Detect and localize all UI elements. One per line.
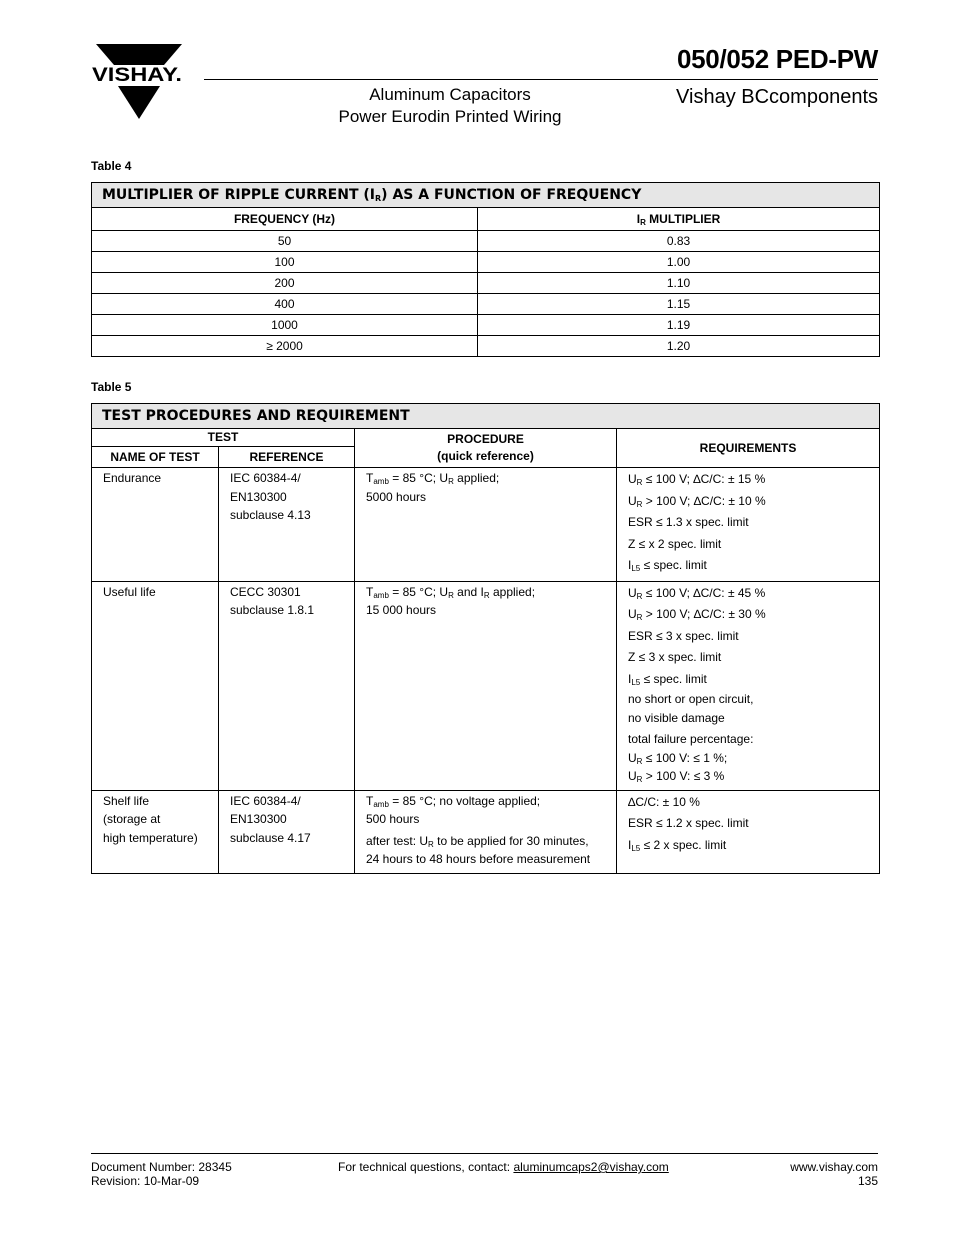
document-number: Document Number: 28345 <box>91 1160 232 1174</box>
table4-label: Table 4 <box>91 159 132 173</box>
footer-contact <box>338 1160 669 1174</box>
document-title: 050/052 PED-PW <box>676 44 878 74</box>
requirements-header: REQUIREMENTS <box>617 429 880 468</box>
website-link[interactable]: www.vishay.com <box>790 1160 878 1174</box>
contact-email-link[interactable]: aluminumcaps2@vishay.com <box>513 1160 669 1174</box>
multiplier-cell: 1.20 <box>478 336 880 357</box>
footer-site-info <box>790 1160 878 1188</box>
multiplier-cell: 1.10 <box>478 273 880 294</box>
svg-text:VISHAY.: VISHAY. <box>92 65 182 86</box>
subtitle-line-2: Power Eurodin Printed Wiring <box>338 107 562 126</box>
product-subtitle <box>290 84 610 128</box>
name-of-test-header: NAME OF TEST <box>92 447 219 468</box>
reference-cell: CECC 30301 subclause 1.8.1 <box>219 581 355 790</box>
reference-cell: IEC 60384-4/ EN130300 subclause 4.13 <box>219 468 355 582</box>
frequency-header: FREQUENCY (Hz) <box>92 208 478 231</box>
multiplier-header: $I_R$ MULTIPLIER <box>478 208 880 231</box>
table-row <box>92 790 880 873</box>
contact-label: For technical questions, contact: <box>338 1160 514 1174</box>
multiplier-cell: 1.00 <box>478 252 880 273</box>
procedure-header: PROCEDURE (quick reference) <box>355 429 617 468</box>
requirements-cell: $U_R \le 100$ V; ∆C/C: ± 45 % $U_R > 100$ V; ∆C/C: ± 30 % ESR ≤ 3 x spec. limit Z ≤ 3 x spec. limit $I_{L5}$ ≤ spec. limit no short or open circuit, no visible damage total failure percentage: $U_R \le 100$ V: ≤ 1 %; $U_R > 100$ V: ≤ 3 % <box>617 581 880 790</box>
subtitle-line-1: Aluminum Capacitors <box>369 85 531 104</box>
table-row <box>92 468 880 582</box>
vishay-logo <box>92 44 184 120</box>
table-row <box>92 252 880 273</box>
multiplier-cell: 1.19 <box>478 315 880 336</box>
table-row <box>92 294 880 315</box>
table-row <box>92 273 880 294</box>
ripple-current-table <box>91 182 880 357</box>
requirements-cell: ∆C/C: ± 10 % ESR ≤ 1.2 x spec. limit $I_{L5} \le 2$ x spec. limit <box>617 790 880 873</box>
reference-cell: IEC 60384-4/ EN130300 subclause 4.17 <box>219 790 355 873</box>
procedure-cell: $T_{amb} = 85$ °C; no voltage applied; 500 hours after test: $U_R$ to be applied for 30 minutes, 24 hours to 48 hours before measurement <box>355 790 617 873</box>
table4-title: MULTIPLIER OF RIPPLE CURRENT $(I_R)$ AS A FUNCTION OF FREQUENCY <box>92 183 880 208</box>
procedure-cell: $T_{amb} = 85$ °C; $U_R$ and $I_R$ applied; 15 000 hours <box>355 581 617 790</box>
test-name-cell: Useful life <box>92 581 219 790</box>
table-row <box>92 336 880 357</box>
footer-divider <box>91 1153 878 1154</box>
reference-header: REFERENCE <box>219 447 355 468</box>
table-row <box>92 581 880 790</box>
multiplier-cell: 1.15 <box>478 294 880 315</box>
frequency-cell: 1000 <box>92 315 478 336</box>
frequency-cell: 200 <box>92 273 478 294</box>
table5-title: TEST PROCEDURES AND REQUIREMENT <box>92 404 880 429</box>
brand-name: Vishay BCcomponents <box>676 86 878 108</box>
header-divider <box>204 79 878 80</box>
test-header: TEST <box>92 429 355 447</box>
revision-date: Revision: 10-Mar-09 <box>91 1174 200 1188</box>
procedure-cell: $T_{amb} = 85$ °C; $U_R$ applied; 5000 hours <box>355 468 617 582</box>
test-name-cell: Endurance <box>92 468 219 582</box>
page-number: 135 <box>857 1174 878 1188</box>
multiplier-cell: 0.83 <box>478 231 880 252</box>
test-procedures-table <box>91 403 880 874</box>
frequency-cell: ≥ 2000 <box>92 336 478 357</box>
frequency-cell: 50 <box>92 231 478 252</box>
table-row <box>92 315 880 336</box>
frequency-cell: 400 <box>92 294 478 315</box>
test-name-cell: Shelf life (storage at high temperature) <box>92 790 219 873</box>
footer-document-info <box>91 1160 232 1188</box>
table-row <box>92 231 880 252</box>
requirements-cell: $U_R \le 100$ V; ∆C/C: ± 15 % $U_R > 100$ V; ∆C/C: ± 10 % ESR ≤ 1.3 x spec. limit Z ≤ x 2 spec. limit $I_{L5}$ ≤ spec. limit <box>617 468 880 582</box>
table5-label: Table 5 <box>91 380 132 394</box>
frequency-cell: 100 <box>92 252 478 273</box>
